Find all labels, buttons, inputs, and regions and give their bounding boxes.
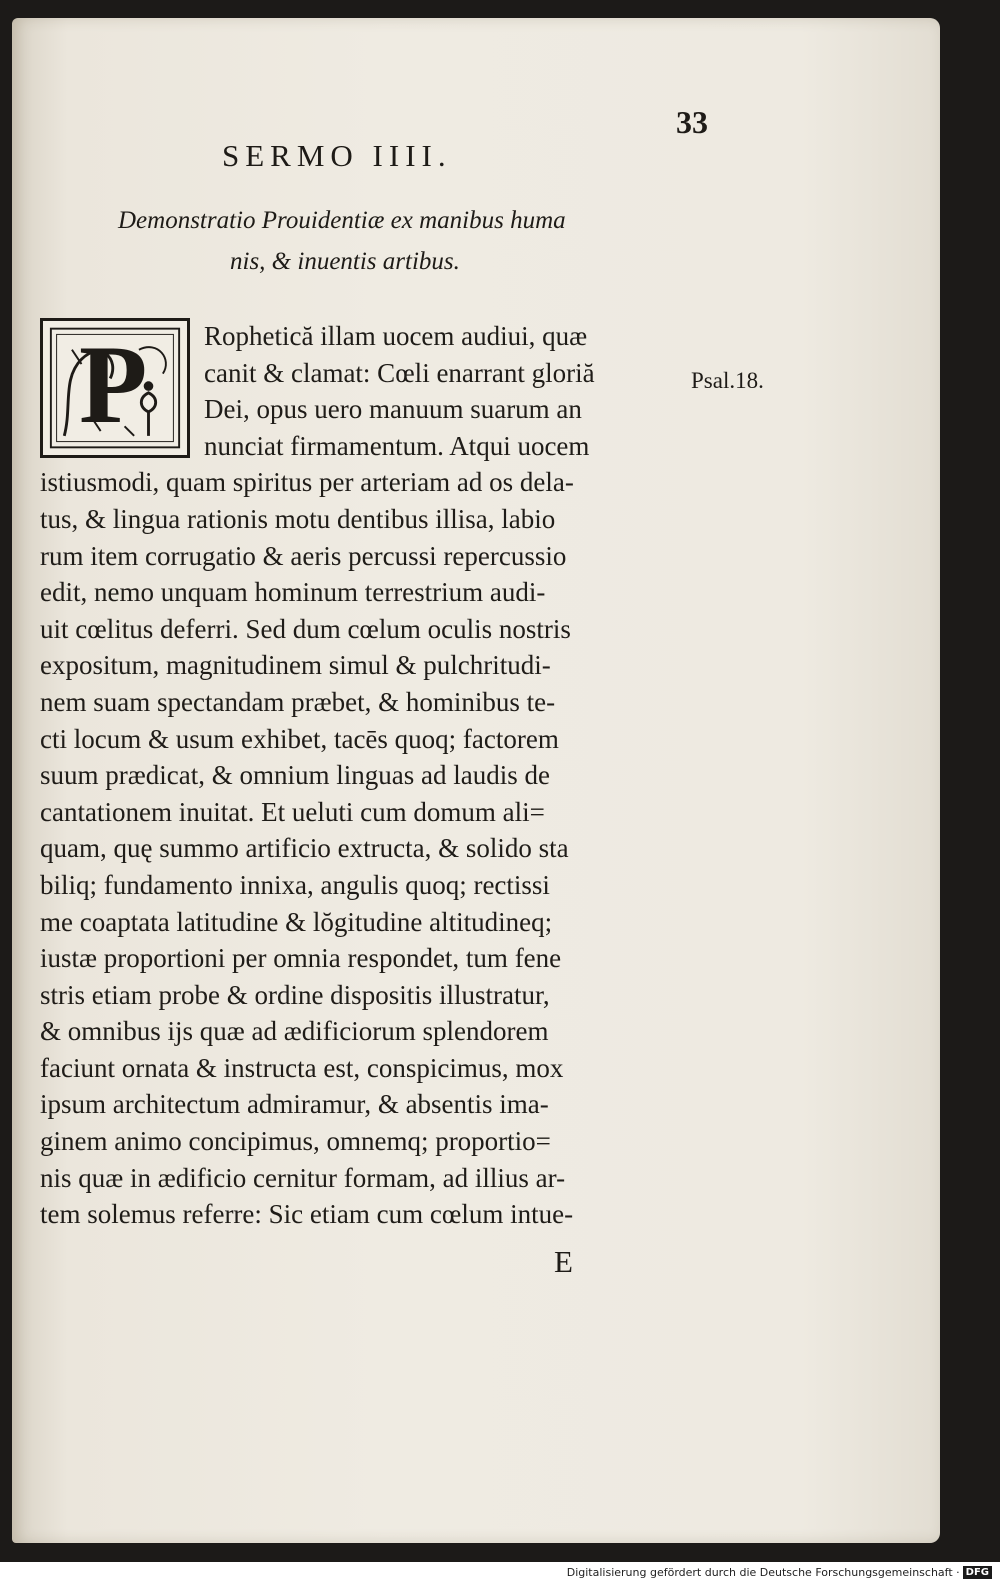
text-line: tus, & lingua rationis motu dentibus illisa, labio	[40, 503, 556, 534]
text-line: expositum, magnitudinem simul & pulchritudi-	[40, 650, 551, 681]
text-line: canit & clamat: Cœli enarrant gloriă	[204, 357, 595, 388]
text-line: biliq; fundamento innixa, angulis quoq; rectissi	[40, 869, 550, 900]
initial-letter: P	[79, 323, 148, 447]
text-line: uit cœlitus deferri. Sed dum cœlum oculis nostris	[40, 613, 571, 644]
text-line: rum item corrugatio & aeris percussi repercussio	[40, 540, 567, 571]
text-line: nis quæ in ædificio cernitur formam, ad illius ar-	[40, 1162, 566, 1193]
text-line: Dei, opus uero manuum suarum an	[204, 394, 582, 425]
signature-mark: E	[554, 1244, 573, 1279]
subtitle-line-1: Demonstratio Prouidentiæ ex manibus huma	[118, 207, 566, 234]
text-line: edit, nemo unquam hominum terrestrium audi-	[40, 577, 546, 608]
text-line: nunciat firmamentum. Atqui uocem	[204, 430, 590, 461]
footer-text: Digitalisierung gefördert durch die Deutsche Forschungsgemeinschaft ·	[566, 1565, 960, 1579]
footer-credit	[567, 1563, 992, 1581]
page-number: 33	[676, 104, 708, 140]
dfg-logo-icon: DFG	[963, 1566, 992, 1579]
text-line: tem solemus referre: Sic etiam cum cœlum intue-	[40, 1199, 574, 1230]
text-line: faciunt ornata & instructa est, conspicimus, mox	[40, 1052, 564, 1083]
subtitle-line-2: nis, & inuentis artibus.	[230, 248, 460, 275]
text-line: istiusmodi, quam spiritus per arteriam ad os dela-	[40, 467, 574, 498]
body-text	[40, 318, 680, 1233]
text-line: stris etiam probe & ordine dispositis illustratur,	[40, 979, 550, 1010]
text-line: cti locum & usum exhibet, tacēs quoq; factorem	[40, 723, 559, 754]
text-line: & omnibus ijs quæ ad ædificiorum splendorem	[40, 1016, 549, 1047]
text-line: suum prædicat, & omnium linguas ad laudis de	[40, 760, 550, 791]
text-line: cantationem inuitat. Et ueluti cum domum ali=	[40, 796, 545, 827]
text-line: ipsum architectum admiramur, & absentis ima-	[40, 1089, 549, 1120]
text-line: Rophetică illam uocem audiui, quæ	[204, 321, 588, 351]
section-subtitle	[118, 200, 638, 282]
running-head: SERMO IIII.	[222, 138, 452, 173]
text-line: ginem animo concipimus, omnemq; proportio=	[40, 1126, 551, 1157]
text-line: me coaptata latitudine & lŏgitudine altitudineq;	[40, 906, 553, 937]
text-line: iustæ proportioni per omnia respondet, tum fene	[40, 943, 562, 974]
margin-note: Psal.18.	[691, 368, 764, 393]
text-line: quam, quę summo artificio extructa, & solido sta	[40, 833, 569, 864]
text-line: nem suam spectandam præbet, & hominibus te-	[40, 686, 556, 717]
